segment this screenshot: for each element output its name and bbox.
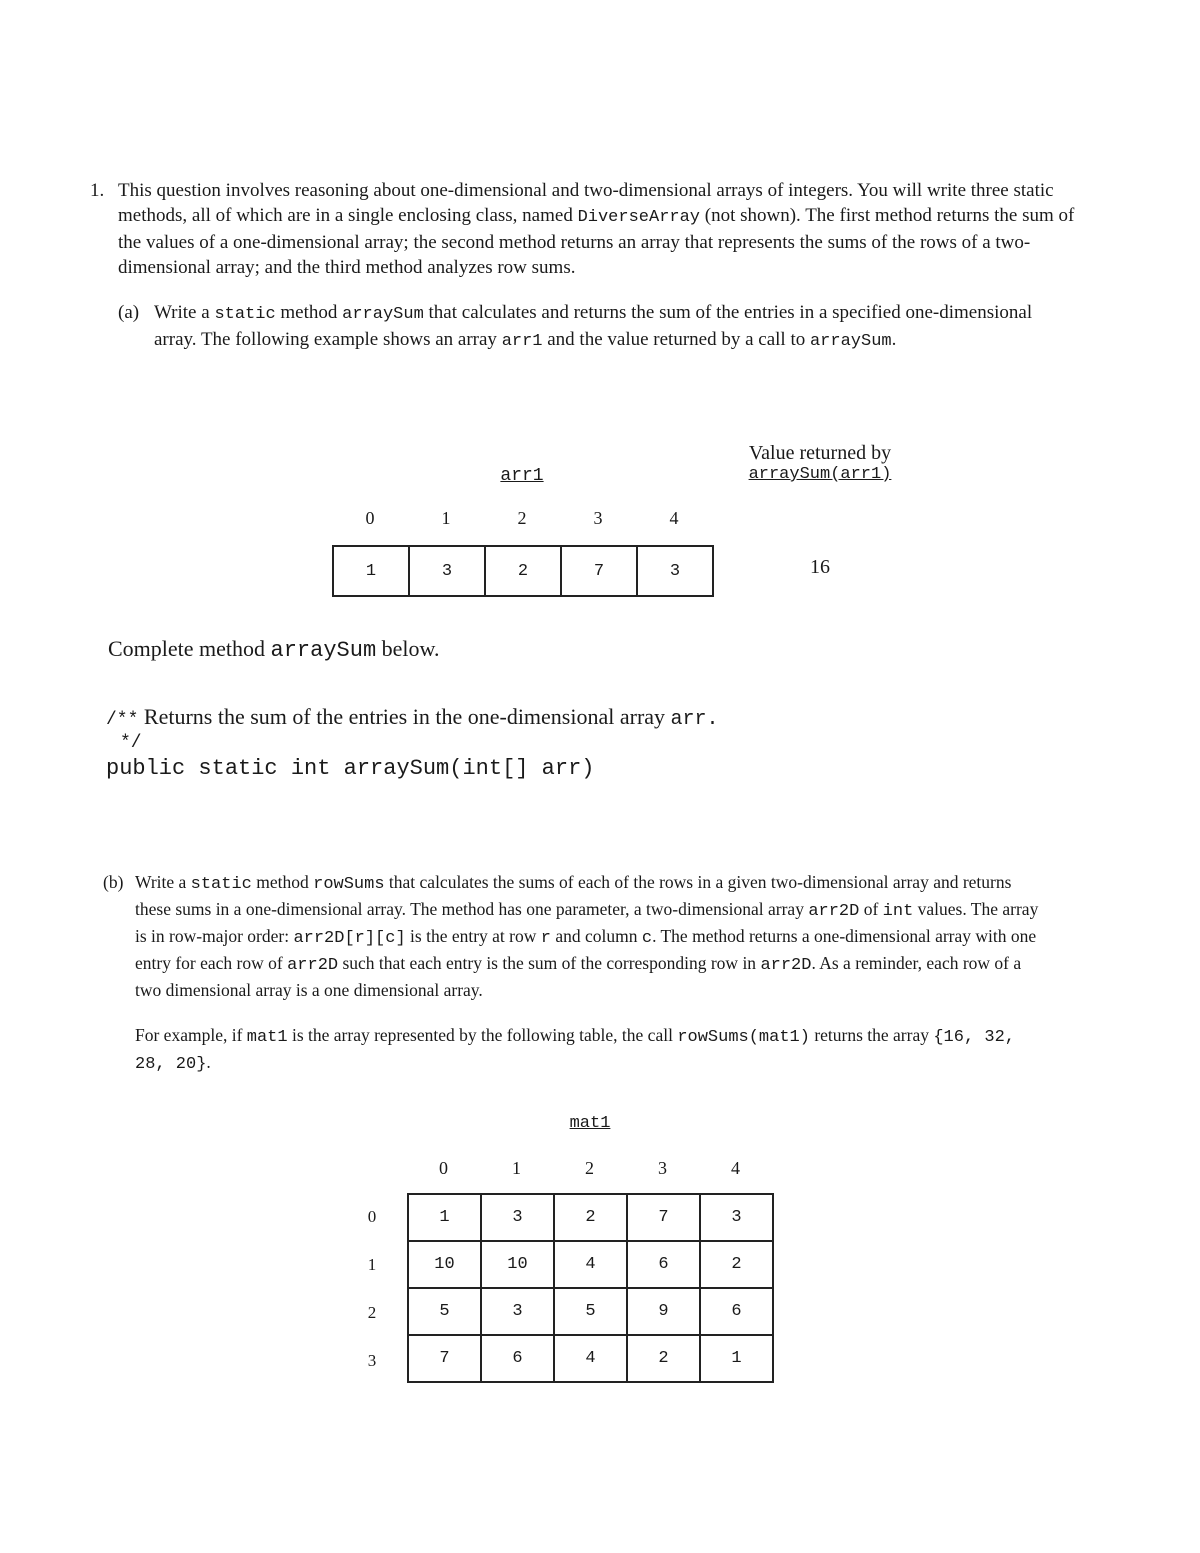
returned-caption-line1: Value returned by [748,442,892,464]
mat1-cell: 2 [627,1335,700,1382]
part-b-text: and column [550,926,642,946]
mat1-cell: 3 [481,1194,554,1241]
mat1-cell: 9 [627,1288,700,1335]
mat1-cell: 3 [700,1194,773,1241]
doc-comment [106,704,719,731]
part-a-code: arr1 [501,332,543,351]
mat1-cell: 7 [408,1335,481,1382]
mat1-cell: 2 [554,1194,627,1241]
part-a-code: arraySum [809,332,892,351]
doc-close: */ [120,733,142,753]
arr1-cell: 2 [485,546,561,596]
example-text: is the array represented by the following table, the call [287,1025,678,1045]
part-b-text: such that each entry is the sum of the corresponding row in [338,953,761,973]
complete-instruction [108,636,440,663]
intro-class-name: DiverseArray [577,208,700,227]
arr1-indices [332,508,712,529]
part-a-text: . [891,329,897,350]
mat1-cell: 10 [408,1241,481,1288]
arr1-cell: 3 [409,546,485,596]
part-b-text: is the entry at row [405,926,541,946]
part-a-text: that calculates and returns the sum of the entries in a specified one-dimensional array. The following example shows an array [154,302,1033,350]
part-b-text: that calculates the sums of each of the rows in a given two-dimensional array and returns these sums in a one-dimensional array. The method has one parameter, a two-dimensional array [135,872,1012,919]
part-b-code: arr2D [808,902,860,921]
intro-text-1: This question involves reasoning about one-dimensional and two-dimensional arrays of integers. You will write three static methods, all of which are in a single enclosing class, named [118,180,1054,226]
example-text: returns the array [809,1025,934,1045]
mat1-cell: 10 [481,1241,554,1288]
returned-caption [710,442,930,486]
mat1-row-index: 1 [367,1255,377,1274]
part-b-code: int [882,902,914,921]
mat1-col-index: 4 [731,1158,740,1178]
mat1-row-indices [352,1193,392,1385]
part-b-prompt [103,870,1043,1002]
mat1-cell: 1 [700,1335,773,1382]
part-b-code: c [641,929,653,948]
mat1-cell: 3 [481,1288,554,1335]
arr1-index: 4 [669,508,679,528]
mat1-cell: 2 [700,1241,773,1288]
part-a-label: (a) [118,302,140,323]
mat1-row-index: 0 [367,1207,377,1226]
question-intro [118,178,1093,280]
part-b-example [135,1023,1040,1077]
part-a-prompt [118,300,1078,354]
returned-caption-line2: arraySum(arr1) [748,465,892,484]
example-code: mat1 [246,1028,288,1047]
arr1-cell: 3 [637,546,713,596]
mat1-col-index: 3 [658,1158,667,1178]
mat1-cell: 4 [554,1241,627,1288]
part-b-code: arr2D [760,956,812,975]
example-code: {16, 32, 28, 20} [135,1028,1015,1074]
mat1-cell: 6 [627,1241,700,1288]
part-b-text: . The method returns a one-dimensional array with one entry for each row of [135,926,1037,973]
part-b-code: static [190,875,252,894]
mat1-col-index: 0 [439,1158,448,1178]
arr1-index: 0 [365,508,375,528]
part-b-code: r [540,929,551,948]
mat1-cell: 5 [408,1288,481,1335]
returned-value: 16 [810,556,830,578]
part-a-text: and the value returned by a call to [542,329,810,350]
part-a-code: static [214,305,276,324]
mat1-col-index: 1 [512,1158,521,1178]
example-text: For example, if [135,1025,247,1045]
mat1-row [408,1241,773,1288]
part-b-text: values. The array is in row-major order: [135,899,1039,946]
part-a-code: arraySum [342,305,424,324]
part-b-text: Write a [135,872,191,892]
arr1-cell: 7 [561,546,637,596]
part-b-code: arr2D[r][c] [293,929,406,948]
part-b-text: of [859,899,883,919]
part-a-text: Write a [154,302,215,323]
mat1-row [408,1335,773,1382]
example-code: rowSums(mat1) [677,1028,810,1047]
example-text: . [206,1052,211,1072]
mat1-row-index: 2 [367,1303,377,1322]
mat1-caption: mat1 [569,1114,611,1133]
part-b-text: method [251,872,314,892]
part-a-text: method [275,302,343,323]
mat1-cell: 6 [700,1288,773,1335]
part-b-code: arr2D [287,956,339,975]
intro-text-2: (not shown). The first method returns the sum of the values of a one-dimensional array; the second method returns an array that represents the sums of the rows of a two-dimensional array; and the third method analyzes row sums. [118,205,1075,278]
question-number: 1. [90,180,105,201]
doc-text: Returns the sum of the entries in the one-dimensional array [143,704,666,729]
mat1-row [408,1194,773,1241]
arr1-table [332,545,714,597]
arr1-caption: arr1 [500,466,544,486]
mat1-row [408,1288,773,1335]
part-b-text: . As a reminder, each row of a two dimensional array is a one dimensional array. [135,953,1022,1000]
mat1-col-indices [407,1158,772,1179]
mat1-cell: 4 [554,1335,627,1382]
mat1-cell: 1 [408,1194,481,1241]
arr1-cell: 1 [333,546,409,596]
doc-code: arr. [670,708,719,731]
mat1-cell: 7 [627,1194,700,1241]
part-b-code: rowSums [313,875,385,894]
arr1-index: 2 [517,508,527,528]
mat1-table [407,1193,774,1383]
arr1-index: 1 [441,508,451,528]
mat1-row-index: 3 [367,1351,377,1370]
complete-text: Complete method [108,636,266,661]
complete-tail: below. [381,636,440,661]
arr1-index: 3 [593,508,603,528]
mat1-cell: 6 [481,1335,554,1382]
arr1-row [333,546,713,596]
mat1-col-index: 2 [585,1158,594,1178]
method-signature: public static int arraySum(int[] arr) [106,756,595,781]
mat1-cell: 5 [554,1288,627,1335]
part-b-label: (b) [103,872,124,892]
complete-method-name: arraySum [270,638,377,663]
doc-open: /** [106,710,139,730]
